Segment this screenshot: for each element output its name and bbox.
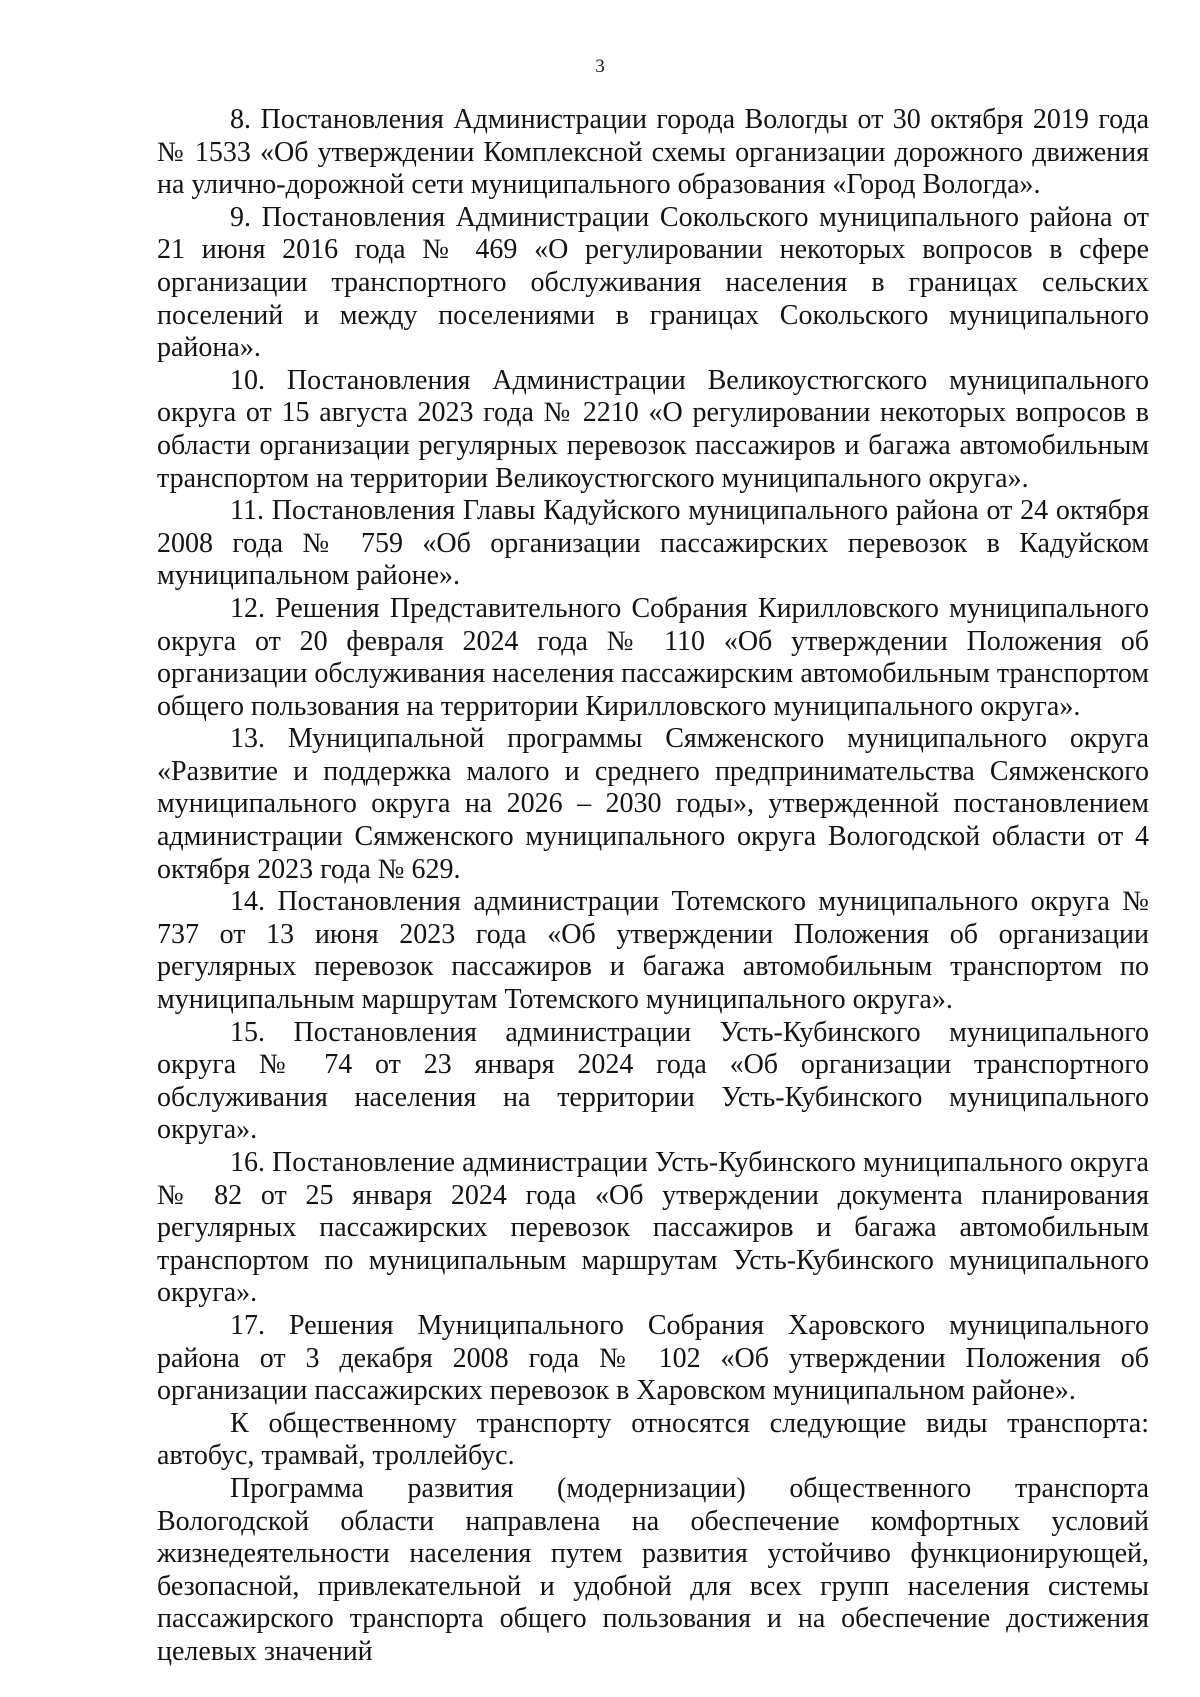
paragraph-item-8: 8. Постановления Администрации города Вологды от 30 октября 2019 года № 1533 «Об утверждении Комплексной схемы организации дорожного движения на улично-дорожной сети муниципального образования «Город Вологда». xyxy=(157,104,1149,201)
page-number: 3 xyxy=(595,56,605,77)
paragraph-item-16: 16. Постановление администрации Усть-Кубинского муниципального округа № 82 от 25 января 2024 года «Об утверждении документа планирования регулярных пассажирских перевозок пассажиров и багажа автомобильным транспортом по муниципальным маршрутам Усть-Кубинского муниципального округа». xyxy=(157,1147,1149,1309)
document-body xyxy=(157,104,1149,1669)
paragraph-transport-types: К общественному транспорту относятся следующие виды транспорта: автобус, трамвай, троллейбус. xyxy=(157,1407,1149,1472)
paragraph-item-12: 12. Решения Представительного Собрания Кирилловского муниципального округа от 20 февраля 2024 года № 110 «Об утверждении Положения об организации обслуживания населения пассажирским автомобильным транспортом общего пользования на территории Кирилловского муниципального округа». xyxy=(157,592,1149,722)
paragraph-item-13: 13. Муниципальной программы Сямженского муниципального округа «Развитие и поддержка малого и среднего предпринимательства Сямженского муниципального округа на 2026 – 2030 годы», утвержденной постановлением администрации Сямженского муниципального округа Вологодской области от 4 октября 2023 года № 629. xyxy=(157,723,1149,885)
paragraph-item-14: 14. Постановления администрации Тотемского муниципального округа № 737 от 13 июня 2023 года «Об утверждении Положения об организации регулярных перевозок пассажиров и багажа автомобильным транспортом по муниципальным маршрутам Тотемского муниципального округа». xyxy=(157,886,1149,1016)
paragraph-item-9: 9. Постановления Администрации Сокольского муниципального района от 21 июня 2016 года № 469 «О регулировании некоторых вопросов в сфере организации транспортного обслуживания населения в границах сельских поселений и между поселениями в границах Сокольского муниципального района». xyxy=(157,201,1149,364)
paragraph-item-11: 11. Постановления Главы Кадуйского муниципального района от 24 октября 2008 года № 759 «Об организации пассажирских перевозок в Кадуйском муниципальном районе». xyxy=(157,495,1149,592)
paragraph-item-15: 15. Постановления администрации Усть-Кубинского муниципального округа № 74 от 23 января 2024 года «Об организации транспортного обслуживания населения на территории Усть-Кубинского муниципального округа». xyxy=(157,1016,1149,1146)
paragraph-item-17: 17. Решения Муниципального Собрания Харовского муниципального района от 3 декабря 2008 года № 102 «Об утверждении Положения об организации пассажирских перевозок в Харовском муниципальном районе». xyxy=(157,1309,1149,1407)
paragraph-program-description: Программа развития (модернизации) общественного транспорта Вологодской области направлена на обеспечение комфортных условий жизнедеятельности населения путем развития устойчиво функционирующей, безопасной, привлекательной и удобной для всех групп населения системы пассажирского транспорта общего пользования и на обеспечение достижения целевых значений xyxy=(157,1472,1149,1667)
paragraph-item-10: 10. Постановления Администрации Великоустюгского муниципального округа от 15 августа 2023 года № 2210 «О регулировании некоторых вопросов в области организации регулярных перевозок пассажиров и багажа автомобильным транспортом на территории Великоустюгского муниципального округа». xyxy=(157,364,1149,494)
